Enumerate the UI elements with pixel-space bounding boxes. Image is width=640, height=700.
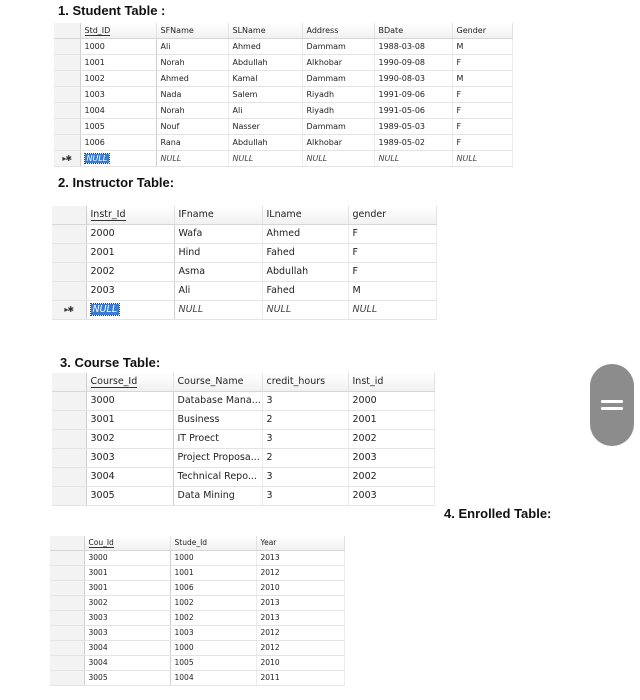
- table-cell[interactable]: 2010: [256, 581, 344, 596]
- table-row[interactable]: [54, 55, 512, 71]
- table-cell[interactable]: 1991-05-06: [374, 103, 452, 119]
- table-row[interactable]: [52, 411, 434, 430]
- table-row[interactable]: [52, 392, 434, 411]
- null-value: NULL: [178, 304, 204, 315]
- table-cell[interactable]: M: [452, 39, 512, 55]
- column-header[interactable]: [262, 206, 348, 225]
- table-cell[interactable]: 2012: [256, 641, 344, 656]
- column-header-label: Year: [260, 538, 277, 547]
- row-selector[interactable]: [50, 656, 84, 671]
- table-row[interactable]: [54, 119, 512, 135]
- null-cell[interactable]: [228, 151, 302, 167]
- row-marker-icon: ▸✱: [62, 154, 72, 163]
- row-selector[interactable]: [54, 135, 80, 151]
- table-cell[interactable]: 3004: [86, 468, 173, 487]
- table-cell[interactable]: F: [348, 263, 436, 282]
- table-cell[interactable]: Alkhobar: [302, 135, 374, 151]
- table-cell[interactable]: 2003: [348, 487, 434, 506]
- table-cell[interactable]: 3001: [84, 581, 170, 596]
- table-row[interactable]: [52, 282, 436, 301]
- column-header[interactable]: [170, 536, 256, 551]
- table-cell[interactable]: 3: [262, 487, 348, 506]
- table-row[interactable]: [50, 596, 344, 611]
- table-cell[interactable]: 2000: [86, 225, 174, 244]
- student-table-heading: 1. Student Table :: [58, 3, 166, 18]
- table-cell[interactable]: 2012: [256, 566, 344, 581]
- column-header[interactable]: [86, 373, 173, 392]
- table-cell[interactable]: 2002: [348, 468, 434, 487]
- table-cell[interactable]: Rana: [156, 135, 228, 151]
- new-record-row[interactable]: [52, 301, 436, 320]
- null-value: NULL: [266, 304, 292, 315]
- course-table: [52, 373, 435, 506]
- new-row-marker[interactable]: [54, 151, 80, 167]
- column-header-label: Cou_Id: [88, 538, 114, 547]
- table-cell[interactable]: 1002: [170, 611, 256, 626]
- row-selector[interactable]: [52, 263, 86, 282]
- column-header-label: BDate: [378, 26, 404, 35]
- column-header-label: Address: [306, 26, 339, 35]
- table-cell[interactable]: 1006: [80, 135, 156, 151]
- column-header[interactable]: [262, 373, 348, 392]
- column-header[interactable]: [173, 373, 262, 392]
- table-cell[interactable]: 1004: [80, 103, 156, 119]
- row-selector[interactable]: [50, 671, 84, 686]
- column-header-label: Course_Id: [90, 376, 138, 387]
- table-cell[interactable]: Nada: [156, 87, 228, 103]
- null-value: NULL: [86, 154, 108, 163]
- table-row[interactable]: [54, 103, 512, 119]
- table-cell[interactable]: Ali: [174, 282, 262, 301]
- table-cell[interactable]: Dammam: [302, 71, 374, 87]
- table-cell[interactable]: 3002: [84, 596, 170, 611]
- table-cell[interactable]: Alkhobar: [302, 55, 374, 71]
- table-cell[interactable]: 3: [262, 468, 348, 487]
- table-cell[interactable]: Abdullah: [262, 263, 348, 282]
- table-cell[interactable]: 2012: [256, 626, 344, 641]
- table-cell[interactable]: 3000: [84, 551, 170, 566]
- table-cell[interactable]: M: [452, 71, 512, 87]
- table-row[interactable]: [54, 87, 512, 103]
- null-value: NULL: [92, 304, 118, 315]
- table-cell[interactable]: 1001: [170, 566, 256, 581]
- column-header-label: Gender: [456, 26, 486, 35]
- table-cell[interactable]: M: [348, 282, 436, 301]
- table-cell[interactable]: 1990-08-03: [374, 71, 452, 87]
- table-cell[interactable]: 1002: [170, 596, 256, 611]
- row-selector[interactable]: [52, 282, 86, 301]
- table-cell[interactable]: F: [452, 135, 512, 151]
- table-cell[interactable]: 3001: [84, 566, 170, 581]
- row-marker-icon: ▸✱: [64, 305, 74, 314]
- table-cell[interactable]: 2: [262, 411, 348, 430]
- table-cell[interactable]: 2001: [86, 244, 174, 263]
- header-row: [50, 536, 344, 551]
- null-value: NULL: [232, 154, 254, 163]
- table-cell[interactable]: 3: [262, 392, 348, 411]
- column-header[interactable]: [156, 23, 228, 39]
- table-cell[interactable]: 1991-09-06: [374, 87, 452, 103]
- column-header[interactable]: [452, 23, 512, 39]
- null-cell[interactable]: [452, 151, 512, 167]
- table-cell[interactable]: 1004: [170, 671, 256, 686]
- instructor-table-heading: 2. Instructor Table:: [58, 175, 175, 190]
- instructor-table: [52, 206, 437, 320]
- course-table-heading: 3. Course Table:: [60, 355, 161, 370]
- row-selector[interactable]: [54, 119, 80, 135]
- new-record-row[interactable]: [54, 151, 512, 167]
- table-row[interactable]: [52, 487, 434, 506]
- table-cell[interactable]: 1003: [80, 87, 156, 103]
- table-cell[interactable]: Business: [173, 411, 262, 430]
- table-cell[interactable]: F: [452, 103, 512, 119]
- enrolled-table-heading: 4. Enrolled Table:: [444, 506, 552, 521]
- table-cell[interactable]: Dammam: [302, 119, 374, 135]
- column-header-label: Inst_id: [352, 376, 384, 387]
- null-value: NULL: [352, 304, 378, 315]
- table-row[interactable]: [50, 656, 344, 671]
- row-selector[interactable]: [54, 55, 80, 71]
- table-cell[interactable]: 3002: [86, 430, 173, 449]
- row-selector[interactable]: [52, 430, 86, 449]
- table-row[interactable]: [52, 225, 436, 244]
- table-cell[interactable]: 2003: [348, 449, 434, 468]
- table-cell[interactable]: 1989-05-03: [374, 119, 452, 135]
- row-selector[interactable]: [50, 611, 84, 626]
- column-header-label: SFName: [160, 26, 194, 35]
- column-header-label: Stude_Id: [174, 538, 208, 547]
- table-cell[interactable]: Abdullah: [228, 135, 302, 151]
- table-cell[interactable]: 1989-05-02: [374, 135, 452, 151]
- row-selector[interactable]: [50, 596, 84, 611]
- table-cell[interactable]: 2001: [348, 411, 434, 430]
- selected-null-cell[interactable]: [86, 301, 174, 320]
- column-header-label: Instr_Id: [90, 209, 126, 220]
- table-row[interactable]: [50, 626, 344, 641]
- null-value: NULL: [456, 154, 478, 163]
- table-row[interactable]: [52, 244, 436, 263]
- table-cell[interactable]: Wafa: [174, 225, 262, 244]
- table-row[interactable]: [50, 611, 344, 626]
- table-cell[interactable]: 3004: [84, 656, 170, 671]
- table-cell[interactable]: 1003: [170, 626, 256, 641]
- table-cell[interactable]: Salem: [228, 87, 302, 103]
- table-row[interactable]: [50, 641, 344, 656]
- table-cell[interactable]: Ali: [228, 103, 302, 119]
- row-selector[interactable]: [54, 87, 80, 103]
- table-cell[interactable]: F: [452, 87, 512, 103]
- new-row-marker[interactable]: [52, 301, 86, 320]
- table-row[interactable]: [52, 468, 434, 487]
- null-cell[interactable]: [262, 301, 348, 320]
- table-cell[interactable]: F: [348, 244, 436, 263]
- table-cell[interactable]: 2002: [348, 430, 434, 449]
- null-cell[interactable]: [156, 151, 228, 167]
- table-row[interactable]: [54, 39, 512, 55]
- table-cell[interactable]: 2013: [256, 611, 344, 626]
- table-cell[interactable]: 2013: [256, 596, 344, 611]
- row-selector[interactable]: [52, 487, 86, 506]
- table-cell[interactable]: Project Proposa...: [173, 449, 262, 468]
- table-cell[interactable]: Norah: [156, 103, 228, 119]
- column-header-label: credit_hours: [266, 376, 326, 387]
- column-header-label: IFname: [178, 209, 214, 220]
- column-header[interactable]: [86, 206, 174, 225]
- enrolled-table: [50, 536, 345, 686]
- table-cell[interactable]: 3000: [86, 392, 173, 411]
- column-header[interactable]: [374, 23, 452, 39]
- table-cell[interactable]: 3003: [86, 449, 173, 468]
- table-cell[interactable]: 1000: [170, 551, 256, 566]
- row-selector[interactable]: [54, 103, 80, 119]
- row-selector[interactable]: [50, 551, 84, 566]
- row-selector[interactable]: [52, 411, 86, 430]
- row-selector[interactable]: [50, 626, 84, 641]
- table-cell[interactable]: Ahmed: [228, 39, 302, 55]
- header-row: [54, 23, 512, 39]
- header-row: [52, 373, 434, 392]
- row-selector[interactable]: [50, 566, 84, 581]
- table-cell[interactable]: Nasser: [228, 119, 302, 135]
- row-selector[interactable]: [50, 641, 84, 656]
- table-row[interactable]: [50, 581, 344, 596]
- column-header[interactable]: [348, 206, 436, 225]
- row-selector-header[interactable]: [50, 536, 84, 551]
- table-cell[interactable]: 2011: [256, 671, 344, 686]
- table-cell[interactable]: F: [452, 119, 512, 135]
- table-row[interactable]: [52, 263, 436, 282]
- table-cell[interactable]: Hind: [174, 244, 262, 263]
- table-cell[interactable]: 2003: [86, 282, 174, 301]
- selected-null-cell[interactable]: [80, 151, 156, 167]
- column-header-label: gender: [352, 209, 387, 220]
- row-selector[interactable]: [54, 71, 80, 87]
- table-cell[interactable]: Nouf: [156, 119, 228, 135]
- row-selector[interactable]: [52, 392, 86, 411]
- table-cell[interactable]: 3: [262, 430, 348, 449]
- table-cell[interactable]: Riyadh: [302, 87, 374, 103]
- column-header[interactable]: [228, 23, 302, 39]
- table-cell[interactable]: F: [452, 55, 512, 71]
- table-cell[interactable]: 2013: [256, 551, 344, 566]
- null-cell[interactable]: [348, 301, 436, 320]
- table-cell[interactable]: 1002: [80, 71, 156, 87]
- table-cell[interactable]: 3005: [84, 671, 170, 686]
- table-cell[interactable]: 2010: [256, 656, 344, 671]
- table-cell[interactable]: 2002: [86, 263, 174, 282]
- table-cell[interactable]: Database Mana...: [173, 392, 262, 411]
- table-cell[interactable]: Asma: [174, 263, 262, 282]
- row-selector[interactable]: [50, 581, 84, 596]
- row-selector[interactable]: [52, 225, 86, 244]
- null-cell[interactable]: [374, 151, 452, 167]
- table-cell[interactable]: 3005: [86, 487, 173, 506]
- column-header[interactable]: [84, 536, 170, 551]
- table-cell[interactable]: Technical Repo...: [173, 468, 262, 487]
- column-header-label: Std_ID: [84, 26, 111, 35]
- column-header-label: ILname: [266, 209, 302, 220]
- table-cell[interactable]: Abdullah: [228, 55, 302, 71]
- table-cell[interactable]: IT Proect: [173, 430, 262, 449]
- header-row: [52, 206, 436, 225]
- column-header-label: Course_Name: [177, 376, 244, 387]
- table-cell[interactable]: 3001: [86, 411, 173, 430]
- table-row[interactable]: [52, 449, 434, 468]
- table-cell[interactable]: 2: [262, 449, 348, 468]
- table-cell[interactable]: 1000: [80, 39, 156, 55]
- table-cell[interactable]: 1988-03-08: [374, 39, 452, 55]
- row-selector-header[interactable]: [54, 23, 80, 39]
- table-cell[interactable]: 3004: [84, 641, 170, 656]
- table-cell[interactable]: 1990-09-08: [374, 55, 452, 71]
- table-row[interactable]: [54, 135, 512, 151]
- null-value: NULL: [306, 154, 328, 163]
- null-cell[interactable]: [174, 301, 262, 320]
- table-cell[interactable]: 3003: [84, 611, 170, 626]
- column-header[interactable]: [80, 23, 156, 39]
- table-cell[interactable]: Norah: [156, 55, 228, 71]
- row-selector[interactable]: [54, 39, 80, 55]
- row-selector-header[interactable]: [52, 206, 86, 225]
- table-cell[interactable]: Ali: [156, 39, 228, 55]
- null-value: NULL: [160, 154, 182, 163]
- null-cell[interactable]: [302, 151, 374, 167]
- column-header[interactable]: [256, 536, 344, 551]
- row-selector[interactable]: [52, 244, 86, 263]
- table-cell[interactable]: Data Mining: [173, 487, 262, 506]
- column-header[interactable]: [174, 206, 262, 225]
- table-row[interactable]: [54, 71, 512, 87]
- table-cell[interactable]: Ahmed: [156, 71, 228, 87]
- table-cell[interactable]: Riyadh: [302, 103, 374, 119]
- table-row[interactable]: [50, 671, 344, 686]
- table-cell[interactable]: Fahed: [262, 244, 348, 263]
- table-cell[interactable]: 1001: [80, 55, 156, 71]
- row-selector[interactable]: [52, 449, 86, 468]
- side-menu-button[interactable]: [590, 364, 634, 446]
- table-cell[interactable]: 2000: [348, 392, 434, 411]
- null-value: NULL: [378, 154, 400, 163]
- table-cell[interactable]: F: [348, 225, 436, 244]
- table-cell[interactable]: Fahed: [262, 282, 348, 301]
- table-row[interactable]: [50, 566, 344, 581]
- table-cell[interactable]: 1005: [80, 119, 156, 135]
- table-cell[interactable]: 1005: [170, 656, 256, 671]
- table-row[interactable]: [52, 430, 434, 449]
- column-header[interactable]: [348, 373, 434, 392]
- table-cell[interactable]: 1000: [170, 641, 256, 656]
- column-header-label: SLName: [232, 26, 266, 35]
- row-selector[interactable]: [52, 468, 86, 487]
- table-cell[interactable]: Dammam: [302, 39, 374, 55]
- column-header[interactable]: [302, 23, 374, 39]
- table-cell[interactable]: 3003: [84, 626, 170, 641]
- table-row[interactable]: [50, 551, 344, 566]
- table-cell[interactable]: 1006: [170, 581, 256, 596]
- student-table: [54, 23, 513, 167]
- table-cell[interactable]: Ahmed: [262, 225, 348, 244]
- row-selector-header[interactable]: [52, 373, 86, 392]
- table-cell[interactable]: Kamal: [228, 71, 302, 87]
